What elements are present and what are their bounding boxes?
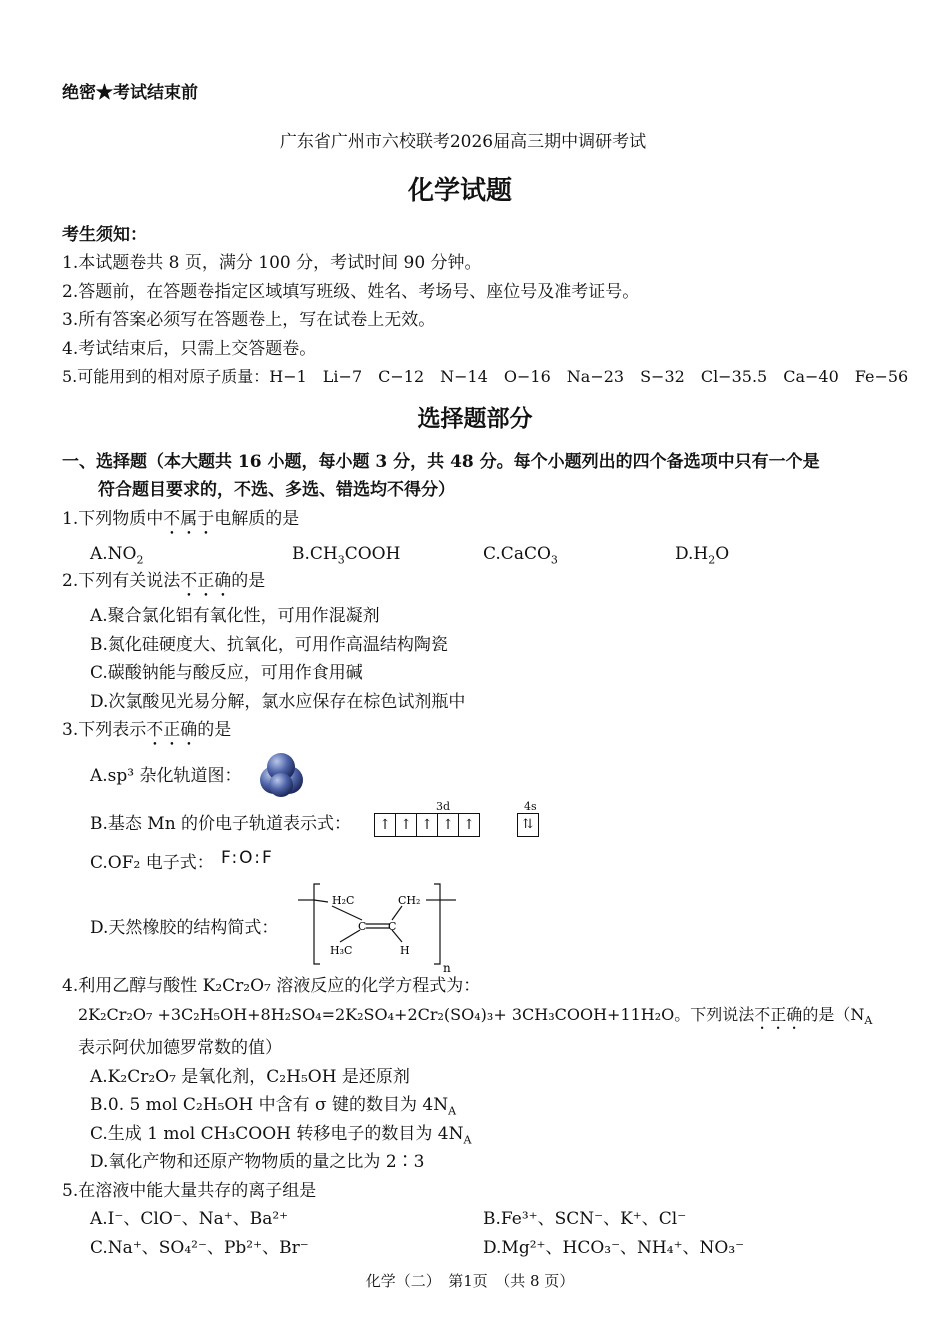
- q1-option-c: C.CaCO$_3$: [483, 544, 558, 567]
- q4-option-b: B.0. 5 mol C₂H₅OH 中含有 σ 键的数目为 $4N_A$: [90, 1095, 457, 1118]
- secret-label: 绝密★考试结束前: [62, 83, 198, 103]
- orbital-diagram-3d: ↑ ↑ ↑ ↑ ↑: [375, 813, 480, 837]
- label-h: H: [400, 944, 410, 957]
- q5-option-c: C.Na⁺、SO₄²⁻、Pb²⁺、Br⁻: [90, 1238, 309, 1258]
- question-5-stem: 5.在溶液中能大量共存的离子组是: [62, 1181, 317, 1201]
- q2-option-b: B.氮化硅硬度大、抗氧化，可用作高温结构陶瓷: [90, 635, 448, 655]
- q5-option-b: B.Fe³⁺、SCN⁻、K⁺、Cl⁻: [483, 1209, 687, 1229]
- orbital-diagram-4s: ⇅: [518, 813, 539, 837]
- question-2-stem: 2.下列有关说法不正确的是: [62, 571, 266, 591]
- label-h2c: H₂C: [332, 894, 355, 907]
- section-instruction: 符合题目要求的，不选、多选、错选均不得分）: [98, 480, 455, 500]
- q3-option-a: A.sp³ 杂化轨道图：: [90, 766, 242, 786]
- notice-item: 2.答题前，在答题卷指定区域填写班级、姓名、考场号、座位号及准考证号。: [62, 282, 640, 302]
- label-c-right: C: [388, 920, 397, 933]
- label-ch2: CH₂: [398, 894, 421, 907]
- q2-option-c: C.碳酸钠能与酸反应，可用作食用碱: [90, 663, 363, 683]
- natural-rubber-structure: [298, 880, 463, 975]
- notice-item: 3.所有答案必须写在答题卷上，写在试卷上无效。: [62, 310, 436, 330]
- page-title: 化学试题: [407, 176, 512, 206]
- question-3-stem: 3.下列表示不正确的是: [62, 720, 232, 740]
- q4-equation: 2K₂Cr₂O₇ +3C₂H₅OH+8H₂SO₄=2K₂SO₄+2Cr₂(SO₄)₃+ 3CH₃COOH+11H₂O。下列说法不正确的是（$N_A$: [78, 1005, 873, 1028]
- q1-option-b: $B.CH_3COOH$: [292, 544, 401, 567]
- question-4-stem: 4.利用乙醇与酸性 K₂Cr₂O₇ 溶液反应的化学方程式为：: [62, 976, 481, 996]
- q3-option-b: B.基态 Mn 的价电子轨道表示式：: [90, 814, 352, 834]
- notice-item: 4.考试结束后，只需上交答题卷。: [62, 339, 317, 359]
- q2-option-d: D.次氯酸见光易分解，氯水应保存在棕色试剂瓶中: [90, 692, 466, 712]
- q4-stem-cont: 表示阿伏加德罗常数的值）: [78, 1038, 282, 1058]
- sp3-orbital-image: [256, 750, 306, 800]
- q4-option-c: C.生成 1 mol CH₃COOH 转移电子的数目为 $4N_A$: [90, 1124, 472, 1147]
- label-c-left: C: [358, 920, 367, 933]
- notice-item: 1.本试题卷共 8 页，满分 100 分，考试时间 90 分钟。: [62, 253, 482, 273]
- q1-option-a: $A.NO_2$: [90, 544, 144, 567]
- exam-name: 广东省广州市六校联考2026届高三期中调研考试: [279, 132, 647, 152]
- label-n: n: [443, 961, 451, 975]
- of2-electron-formula: F:O:F: [221, 848, 274, 868]
- page-footer: 化学（二） 第1页 （共 8 页）: [365, 1272, 575, 1290]
- question-1-stem: 1.下列物质中不属于电解质的是: [62, 509, 300, 529]
- q4-option-d: D.氧化产物和还原产物物质的量之比为 2∶3: [90, 1152, 425, 1172]
- q2-option-a: A.聚合氯化铝有氧化性，可用作混凝剂: [90, 606, 380, 626]
- q1-option-d: $D.H_2O$: [675, 544, 730, 567]
- q5-option-a: A.I⁻、ClO⁻、Na⁺、Ba²⁺: [90, 1209, 289, 1229]
- orbital-label-4s: 4s: [524, 800, 537, 813]
- orbital-label-3d: 3d: [436, 800, 451, 813]
- q3-option-d: D.天然橡胶的结构简式：: [90, 918, 279, 938]
- section-title: 选择题部分: [417, 405, 533, 432]
- section-instruction: 一、选择题（本大题共 16 小题，每小题 3 分，共 48 分。每个小题列出的四个备选项中只有一个是: [62, 452, 820, 472]
- label-h3c: H₃C: [330, 944, 353, 957]
- q5-option-d: D.Mg²⁺、HCO₃⁻、NH₄⁺、NO₃⁻: [483, 1238, 745, 1258]
- notice-item: 5.可能用到的相对原子质量：H−1 Li−7 C−12 N−14 O−16 Na−23 S−32 Cl−35.5 Ca−40 Fe−56: [62, 367, 909, 386]
- q3-option-c: C.OF₂ 电子式：: [90, 853, 214, 873]
- notice-title: 考生须知：: [62, 225, 147, 245]
- q4-option-a: A.K₂Cr₂O₇ 是氧化剂，C₂H₅OH 是还原剂: [90, 1067, 410, 1087]
